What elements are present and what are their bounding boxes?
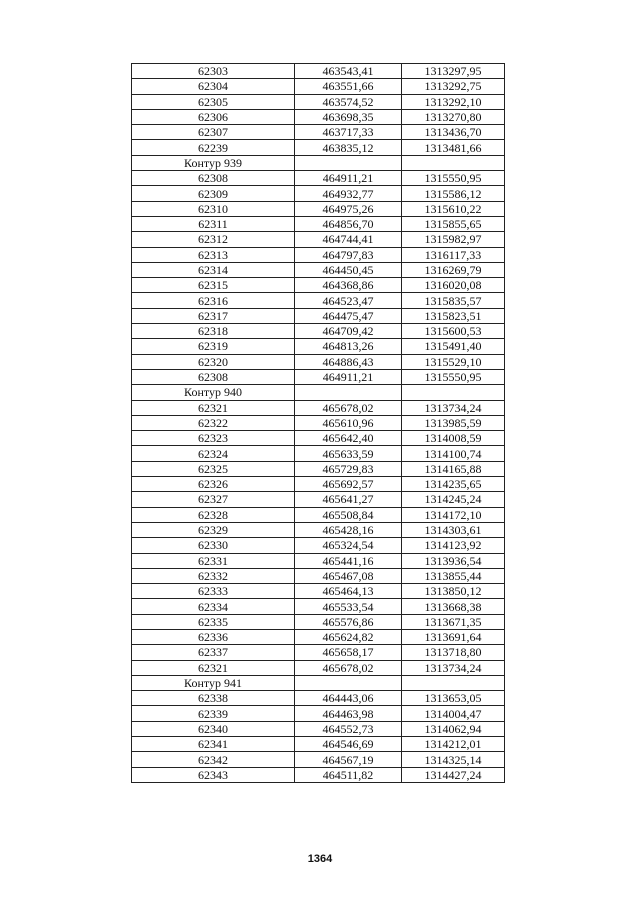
y-coordinate-cell: 1314325,14	[402, 752, 505, 767]
x-coordinate-cell: 465678,02	[295, 660, 402, 675]
table-row	[132, 752, 505, 767]
x-coordinate-cell: 464932,77	[295, 186, 402, 201]
point-number-cell: 62306	[132, 109, 295, 124]
point-number-cell: 62311	[132, 216, 295, 231]
table-row	[132, 64, 505, 79]
x-coordinate-cell: 463717,33	[295, 125, 402, 140]
x-coordinate-cell: 464797,83	[295, 247, 402, 262]
x-coordinate-cell: 464744,41	[295, 232, 402, 247]
x-coordinate-cell: 465678,02	[295, 400, 402, 415]
point-number-cell: 62317	[132, 308, 295, 323]
point-number-cell: 62335	[132, 614, 295, 629]
table-row	[132, 645, 505, 660]
point-number-cell: 62336	[132, 629, 295, 644]
table-row	[132, 247, 505, 262]
x-coordinate-cell: 464911,21	[295, 171, 402, 186]
x-coordinate-cell: 465324,54	[295, 538, 402, 553]
y-coordinate-cell: 1314427,24	[402, 767, 505, 782]
x-coordinate-cell: 464813,26	[295, 339, 402, 354]
x-coordinate-cell: 465642,40	[295, 431, 402, 446]
y-coordinate-cell: 1314303,61	[402, 522, 505, 537]
x-coordinate-cell: 465641,27	[295, 492, 402, 507]
y-coordinate-cell: 1313691,64	[402, 629, 505, 644]
table-row	[132, 94, 505, 109]
point-number-cell: 62314	[132, 262, 295, 277]
table-row	[132, 660, 505, 675]
table-row	[132, 109, 505, 124]
y-coordinate-cell: 1316020,08	[402, 278, 505, 293]
x-coordinate-cell: 463543,41	[295, 64, 402, 79]
table-row	[132, 629, 505, 644]
table-row	[132, 385, 505, 400]
table-row	[132, 216, 505, 231]
x-coordinate-cell: 465633,59	[295, 446, 402, 461]
point-number-cell: 62327	[132, 492, 295, 507]
point-number-cell: 62315	[132, 278, 295, 293]
point-number-cell: 62313	[132, 247, 295, 262]
point-number-cell: 62320	[132, 354, 295, 369]
table-row	[132, 262, 505, 277]
y-coordinate-cell: 1313270,80	[402, 109, 505, 124]
table-row	[132, 431, 505, 446]
table-row	[132, 721, 505, 736]
y-coordinate-cell: 1313671,35	[402, 614, 505, 629]
point-number-cell: 62239	[132, 140, 295, 155]
table-row	[132, 691, 505, 706]
x-coordinate-cell: 465729,83	[295, 461, 402, 476]
point-number-cell: 62316	[132, 293, 295, 308]
point-number-cell: 62337	[132, 645, 295, 660]
x-coordinate-cell: 463551,66	[295, 79, 402, 94]
y-coordinate-cell: 1314100,74	[402, 446, 505, 461]
table-row	[132, 584, 505, 599]
y-coordinate-cell: 1313850,12	[402, 584, 505, 599]
x-coordinate-cell: 464443,06	[295, 691, 402, 706]
table-row	[132, 308, 505, 323]
table-row	[132, 477, 505, 492]
page-number: 1364	[307, 853, 333, 865]
y-coordinate-cell: 1315491,40	[402, 339, 505, 354]
y-coordinate-cell: 1314165,88	[402, 461, 505, 476]
table-row	[132, 553, 505, 568]
y-coordinate-cell: 1313734,24	[402, 660, 505, 675]
y-coordinate-cell: 1314245,24	[402, 492, 505, 507]
table-row	[132, 507, 505, 522]
point-number-cell: 62303	[132, 64, 295, 79]
x-coordinate-cell: 464552,73	[295, 721, 402, 736]
table-row	[132, 201, 505, 216]
point-number-cell: 62305	[132, 94, 295, 109]
x-coordinate-cell: 463574,52	[295, 94, 402, 109]
y-coordinate-cell: 1314008,59	[402, 431, 505, 446]
y-coordinate-cell: 1313297,95	[402, 64, 505, 79]
y-coordinate-cell	[402, 385, 505, 400]
point-number-cell: 62323	[132, 431, 295, 446]
point-number-cell: 62321	[132, 400, 295, 415]
x-coordinate-cell: 464709,42	[295, 324, 402, 339]
x-coordinate-cell	[295, 155, 402, 170]
table-row	[132, 461, 505, 476]
y-coordinate-cell: 1313292,10	[402, 94, 505, 109]
table-row	[132, 614, 505, 629]
point-number-cell: 62328	[132, 507, 295, 522]
y-coordinate-cell: 1315855,65	[402, 216, 505, 231]
table-row	[132, 339, 505, 354]
point-number-cell: 62322	[132, 415, 295, 430]
x-coordinate-cell: 464450,45	[295, 262, 402, 277]
y-coordinate-cell: 1315586,12	[402, 186, 505, 201]
point-number-cell: 62319	[132, 339, 295, 354]
x-coordinate-cell: 465533,54	[295, 599, 402, 614]
table-row	[132, 446, 505, 461]
x-coordinate-cell: 465508,84	[295, 507, 402, 522]
y-coordinate-cell: 1316269,79	[402, 262, 505, 277]
table-row	[132, 125, 505, 140]
y-coordinate-cell: 1314004,47	[402, 706, 505, 721]
y-coordinate-cell: 1313734,24	[402, 400, 505, 415]
y-coordinate-cell: 1313653,05	[402, 691, 505, 706]
y-coordinate-cell: 1313481,66	[402, 140, 505, 155]
point-number-cell: Контур 939	[132, 155, 295, 170]
table-row	[132, 568, 505, 583]
table-row	[132, 522, 505, 537]
y-coordinate-cell: 1315550,95	[402, 171, 505, 186]
point-number-cell: 62321	[132, 660, 295, 675]
table-row	[132, 140, 505, 155]
table-row	[132, 79, 505, 94]
table-row	[132, 155, 505, 170]
x-coordinate-cell	[295, 385, 402, 400]
y-coordinate-cell: 1314062,94	[402, 721, 505, 736]
y-coordinate-cell: 1314172,10	[402, 507, 505, 522]
x-coordinate-cell: 465464,13	[295, 584, 402, 599]
y-coordinate-cell: 1313292,75	[402, 79, 505, 94]
point-number-cell: 62330	[132, 538, 295, 553]
y-coordinate-cell: 1313668,38	[402, 599, 505, 614]
y-coordinate-cell: 1315529,10	[402, 354, 505, 369]
table-row	[132, 599, 505, 614]
x-coordinate-cell: 464511,82	[295, 767, 402, 782]
point-number-cell: 62329	[132, 522, 295, 537]
x-coordinate-cell: 463698,35	[295, 109, 402, 124]
x-coordinate-cell: 465576,86	[295, 614, 402, 629]
y-coordinate-cell: 1314235,65	[402, 477, 505, 492]
table-row	[132, 737, 505, 752]
point-number-cell: 62332	[132, 568, 295, 583]
x-coordinate-cell: 465441,16	[295, 553, 402, 568]
table-row	[132, 675, 505, 690]
table-row	[132, 538, 505, 553]
table-row	[132, 186, 505, 201]
x-coordinate-cell	[295, 675, 402, 690]
point-number-cell: 62333	[132, 584, 295, 599]
point-number-cell: 62331	[132, 553, 295, 568]
x-coordinate-cell: 465428,16	[295, 522, 402, 537]
point-number-cell: 62324	[132, 446, 295, 461]
y-coordinate-cell	[402, 675, 505, 690]
point-number-cell: 62334	[132, 599, 295, 614]
table-row	[132, 171, 505, 186]
x-coordinate-cell: 464463,98	[295, 706, 402, 721]
point-number-cell: 62339	[132, 706, 295, 721]
table-row	[132, 293, 505, 308]
x-coordinate-cell: 464523,47	[295, 293, 402, 308]
table-row	[132, 354, 505, 369]
table-row	[132, 415, 505, 430]
coordinates-table-body	[132, 64, 505, 783]
table-row	[132, 492, 505, 507]
y-coordinate-cell: 1313436,70	[402, 125, 505, 140]
point-number-cell: 62338	[132, 691, 295, 706]
table-row	[132, 369, 505, 384]
x-coordinate-cell: 465692,57	[295, 477, 402, 492]
x-coordinate-cell: 465467,08	[295, 568, 402, 583]
point-number-cell: Контур 941	[132, 675, 295, 690]
coordinates-table	[131, 63, 505, 783]
point-number-cell: 62326	[132, 477, 295, 492]
point-number-cell: 62341	[132, 737, 295, 752]
x-coordinate-cell: 464567,19	[295, 752, 402, 767]
table-row	[132, 324, 505, 339]
point-number-cell: 62308	[132, 369, 295, 384]
y-coordinate-cell: 1313855,44	[402, 568, 505, 583]
x-coordinate-cell: 465624,82	[295, 629, 402, 644]
y-coordinate-cell: 1314123,92	[402, 538, 505, 553]
y-coordinate-cell: 1315982,97	[402, 232, 505, 247]
y-coordinate-cell: 1315600,53	[402, 324, 505, 339]
y-coordinate-cell: 1313718,80	[402, 645, 505, 660]
y-coordinate-cell	[402, 155, 505, 170]
table-row	[132, 767, 505, 782]
x-coordinate-cell: 464475,47	[295, 308, 402, 323]
point-number-cell: 62343	[132, 767, 295, 782]
point-number-cell: Контур 940	[132, 385, 295, 400]
y-coordinate-cell: 1315610,22	[402, 201, 505, 216]
table-row	[132, 400, 505, 415]
x-coordinate-cell: 465658,17	[295, 645, 402, 660]
point-number-cell: 62308	[132, 171, 295, 186]
point-number-cell: 62304	[132, 79, 295, 94]
table-row	[132, 232, 505, 247]
point-number-cell: 62310	[132, 201, 295, 216]
y-coordinate-cell: 1315823,51	[402, 308, 505, 323]
y-coordinate-cell: 1315550,95	[402, 369, 505, 384]
x-coordinate-cell: 463835,12	[295, 140, 402, 155]
point-number-cell: 62325	[132, 461, 295, 476]
y-coordinate-cell: 1314212,01	[402, 737, 505, 752]
point-number-cell: 62340	[132, 721, 295, 736]
y-coordinate-cell: 1316117,33	[402, 247, 505, 262]
x-coordinate-cell: 464975,26	[295, 201, 402, 216]
y-coordinate-cell: 1313985,59	[402, 415, 505, 430]
x-coordinate-cell: 464886,43	[295, 354, 402, 369]
x-coordinate-cell: 464911,21	[295, 369, 402, 384]
point-number-cell: 62309	[132, 186, 295, 201]
y-coordinate-cell: 1315835,57	[402, 293, 505, 308]
point-number-cell: 62312	[132, 232, 295, 247]
x-coordinate-cell: 464368,86	[295, 278, 402, 293]
x-coordinate-cell: 464546,69	[295, 737, 402, 752]
point-number-cell: 62342	[132, 752, 295, 767]
x-coordinate-cell: 464856,70	[295, 216, 402, 231]
point-number-cell: 62307	[132, 125, 295, 140]
table-row	[132, 278, 505, 293]
point-number-cell: 62318	[132, 324, 295, 339]
x-coordinate-cell: 465610,96	[295, 415, 402, 430]
y-coordinate-cell: 1313936,54	[402, 553, 505, 568]
table-row	[132, 706, 505, 721]
